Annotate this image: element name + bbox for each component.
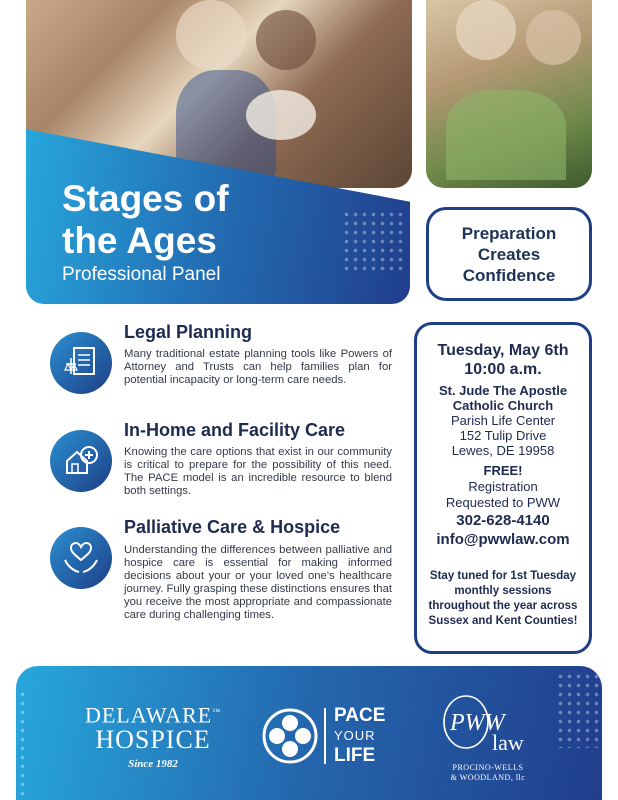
dh-name-line2: HOSPICE — [95, 725, 211, 755]
trademark-mark: ™ — [212, 707, 222, 716]
event-registration — [417, 463, 589, 549]
pace-word2: YOUR — [334, 728, 376, 743]
pww-monogram-icon — [438, 692, 538, 754]
pww-law-logo — [438, 692, 538, 783]
page-title-line2: the Ages — [62, 220, 217, 261]
hands-heart-icon — [50, 527, 112, 589]
logo-divider — [324, 708, 326, 764]
home-care-house-cross-icon — [50, 430, 112, 492]
decorative-dots — [342, 210, 406, 274]
pace-your-life-logo — [262, 706, 412, 766]
page-title-line1: Stages of — [62, 178, 229, 219]
event-date-time — [417, 341, 589, 379]
section-in-home-facility-care — [50, 420, 392, 520]
venue-line1: St. Jude The Apostle — [438, 383, 568, 398]
pace-flower-icon — [262, 708, 318, 764]
section-title: In-Home and Facility Care — [124, 420, 346, 440]
section-title: Palliative Care & Hospice — [124, 517, 341, 537]
decorative-dots — [0, 690, 30, 800]
dh-name-line1: DELAWARE — [84, 702, 213, 728]
pww-firm-line1: PROCINO-WELLS — [452, 763, 524, 772]
tagline-line2: Creates — [477, 244, 541, 264]
event-note: Stay tuned for 1st Tuesday monthly sessions throughout the year across Sussex and Kent Counties! — [428, 570, 578, 627]
legal-document-scales-icon — [50, 332, 112, 394]
dh-since: Since 1982 — [128, 758, 178, 771]
smiling-couple-photo — [426, 0, 592, 188]
free-label: FREE! — [483, 463, 523, 478]
event-details-box — [414, 322, 592, 654]
section-body: Many traditional estate planning tools like Powers of Attorney and Trusts can help families plan for potential incapacity or long-term care needs. — [124, 348, 392, 386]
address-line1: 152 Tulip Drive — [459, 428, 547, 443]
event-date: Tuesday, May 6th — [437, 342, 569, 359]
tagline-box — [426, 207, 592, 301]
pace-word3: LIFE — [334, 745, 376, 766]
event-venue — [417, 383, 589, 458]
decorative-dots — [556, 672, 600, 748]
venue-line3: Parish Life Center — [450, 413, 556, 428]
contact-email[interactable]: info@pwwlaw.com — [436, 531, 570, 548]
contact-phone[interactable]: 302-628-4140 — [456, 512, 550, 529]
event-time: 10:00 a.m. — [464, 361, 542, 378]
registration-line2: Requested to PWW — [445, 495, 561, 510]
page-subtitle: Professional Panel — [62, 264, 221, 285]
section-palliative-hospice — [50, 517, 392, 657]
pww-firm-line2: & WOODLAND, llc — [450, 773, 526, 782]
section-body: Knowing the care options that exist in our community is critical to prepare for the possibility of this need. The PACE model is an incredible resource to blend both settings. — [124, 446, 392, 497]
title-block — [62, 178, 229, 286]
address-line2: Lewes, DE 19958 — [451, 443, 555, 458]
section-legal-planning — [50, 322, 392, 412]
delaware-hospice-logo — [78, 701, 228, 770]
tagline-line1: Preparation — [461, 223, 557, 243]
section-body: Understanding the differences between palliative and hospice care is essential for making informed decisions about your or your loved one's healthcare journey. Fully grasping these distinctions ensures that you receive the most appropriate and compassionate care during challenging times. — [124, 544, 392, 621]
venue-line2: Catholic Church — [452, 398, 554, 413]
registration-line1: Registration — [468, 479, 538, 494]
pww-monogram: PWW — [450, 710, 505, 736]
pace-word1: PACE — [334, 705, 386, 726]
pww-law-word: law — [492, 730, 524, 754]
tagline-line3: Confidence — [462, 265, 556, 285]
section-title: Legal Planning — [124, 322, 253, 342]
